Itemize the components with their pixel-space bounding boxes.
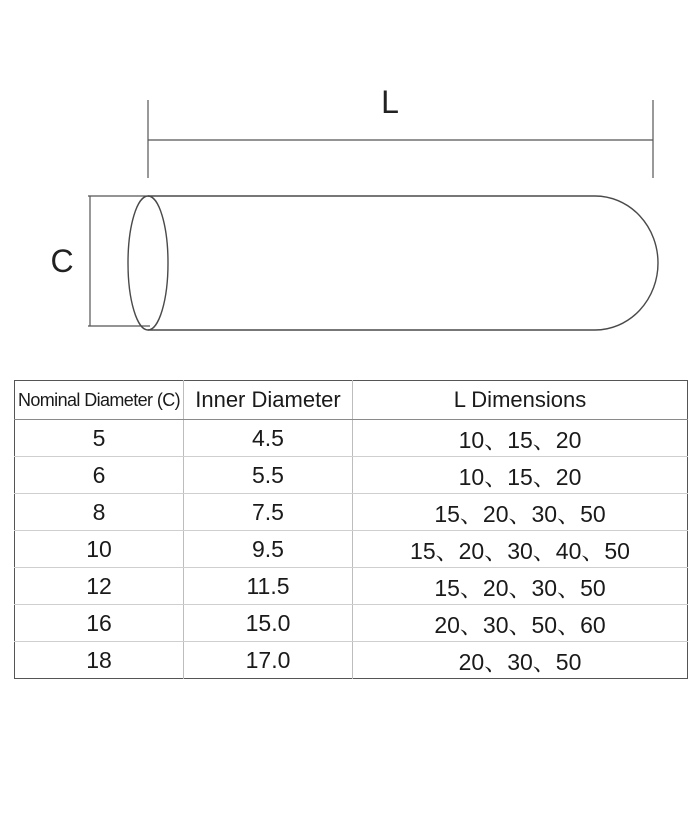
cell-nominal-diameter: 16 bbox=[15, 605, 184, 642]
cell-l-dimensions: 10、15、20 bbox=[353, 420, 688, 457]
cell-l-dimensions: 10、15、20 bbox=[353, 457, 688, 494]
header-l-dimensions: L Dimensions bbox=[353, 381, 688, 420]
header-inner-diameter: Inner Diameter bbox=[184, 381, 353, 420]
cell-inner-diameter: 4.5 bbox=[184, 420, 353, 457]
cell-inner-diameter: 5.5 bbox=[184, 457, 353, 494]
diameter-label: C bbox=[50, 243, 74, 279]
table-row bbox=[15, 568, 688, 605]
cell-l-dimensions: 20、30、50、60 bbox=[353, 605, 688, 642]
tube-open-end bbox=[128, 196, 168, 330]
cell-inner-diameter: 15.0 bbox=[184, 605, 353, 642]
length-dimension bbox=[148, 100, 653, 178]
diameter-dimension bbox=[88, 196, 150, 326]
cell-inner-diameter: 7.5 bbox=[184, 494, 353, 531]
cell-nominal-diameter: 8 bbox=[15, 494, 184, 531]
table-row bbox=[15, 642, 688, 679]
table-row bbox=[15, 420, 688, 457]
length-label: L bbox=[381, 84, 399, 120]
table-row bbox=[15, 605, 688, 642]
cell-nominal-diameter: 18 bbox=[15, 642, 184, 679]
tube-outline bbox=[148, 196, 658, 330]
cell-l-dimensions: 20、30、50 bbox=[458, 648, 582, 675]
dimensions-table bbox=[14, 380, 688, 679]
cell-l-dimensions: 15、20、30、50 bbox=[353, 568, 688, 605]
cell-nominal-diameter: 6 bbox=[15, 457, 184, 494]
table-row bbox=[15, 531, 688, 568]
cell-inner-diameter: 11.5 bbox=[184, 568, 353, 605]
cell-l-dimensions: 15、20、30、40、50 bbox=[353, 531, 688, 568]
cell-nominal-diameter: 12 bbox=[15, 568, 184, 605]
tube-diagram bbox=[0, 0, 700, 360]
header-nominal-diameter: Nominal Diameter (C) bbox=[15, 381, 184, 420]
cell-nominal-diameter: 5 bbox=[15, 420, 184, 457]
cell-inner-diameter: 17.0 bbox=[184, 642, 353, 679]
tube-body bbox=[128, 196, 658, 330]
table-row bbox=[15, 494, 688, 531]
cell-nominal-diameter: 10 bbox=[15, 531, 184, 568]
table-row bbox=[15, 457, 688, 494]
table-header-row bbox=[15, 381, 688, 420]
cell-l-dimensions: 15、20、30、50 bbox=[353, 494, 688, 531]
cell-inner-diameter: 9.5 bbox=[184, 531, 353, 568]
